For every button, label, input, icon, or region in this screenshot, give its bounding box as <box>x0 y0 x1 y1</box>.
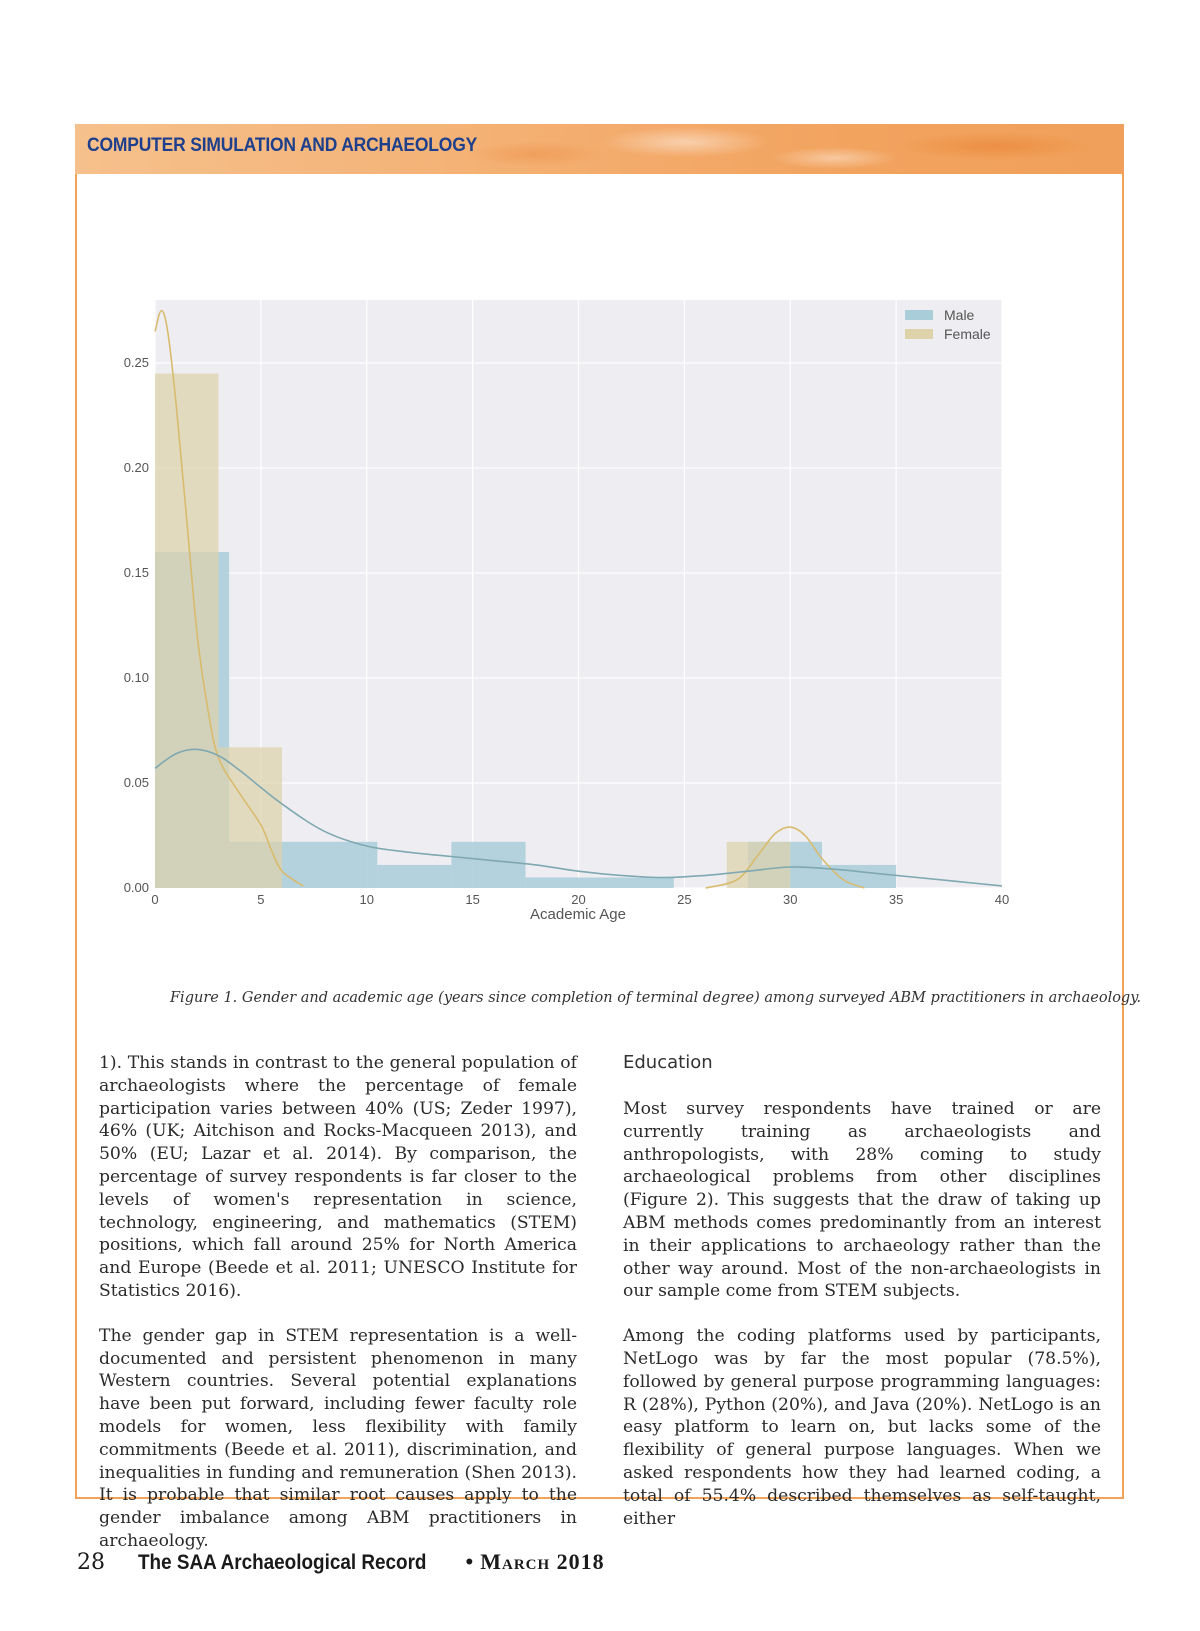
x-tick-label: 25 <box>677 892 692 907</box>
bar-male <box>377 865 451 888</box>
section-header-band <box>75 124 1124 174</box>
figure-caption: Figure 1. Gender and academic age (years since completion of terminal degree) among surveyed ABM practitioners in archaeology. <box>170 990 1142 1006</box>
x-axis-label: Academic Age <box>530 906 626 923</box>
x-tick-label: 20 <box>571 892 586 907</box>
x-tick-label: 10 <box>359 892 374 907</box>
legend-swatch-female <box>905 329 933 339</box>
paragraph: Most survey respondents have trained or are currently training as archaeologists and anthropologists, with 28% coming to study archaeological problems from other disciplines (Figure 2). This suggests that the draw of taking up ABM methods comes predominantly from an interest in their applications to archaeology rather than the other way around. Most of the non-archaeologists in our sample come from STEM subjects. <box>623 1099 1101 1302</box>
left-column <box>99 1052 577 1575</box>
legend-label-female: Female <box>944 326 991 342</box>
y-tick-label: 0.05 <box>123 775 149 790</box>
bar-male <box>451 842 525 888</box>
paragraph: Among the coding platforms used by participants, NetLogo was by far the most popular (78.5%), followed by general purpose programming languages: R (28%), Python (20%), and Java (20%). NetLogo is an easy platform to learn on, but lacks some of the flexibility of general purpose languages. When we asked respondents how they had learned coding, a total of 55.4% described themselves as self-taught, either <box>623 1326 1101 1529</box>
journal-title: The SAA Archaeological Record <box>138 1551 427 1574</box>
bar-male <box>526 878 674 889</box>
x-tick-label: 15 <box>465 892 480 907</box>
x-tick-label: 0 <box>151 892 159 907</box>
footer-bullet: • <box>465 1549 474 1574</box>
legend-label-male: Male <box>944 307 975 323</box>
x-tick-label: 35 <box>888 892 904 907</box>
section-heading-education: Education <box>623 1052 713 1073</box>
y-tick-label: 0.00 <box>123 880 149 895</box>
right-column <box>623 1052 1101 1552</box>
y-tick-label: 0.15 <box>123 565 149 580</box>
histogram-chart <box>110 300 1020 930</box>
legend-swatch-male <box>905 310 933 320</box>
bar-female <box>219 747 283 888</box>
y-tick-label: 0.10 <box>123 670 149 685</box>
page-number: 28 <box>77 1550 105 1575</box>
x-tick-label: 5 <box>257 892 265 907</box>
issue-date: March 2018 <box>480 1549 605 1574</box>
page-footer <box>77 1549 605 1575</box>
paragraph: 1). This stands in contrast to the general population of archaeologists where the percentage of female participation varies between 40% (US; Zeder 1997), 46% (UK; Aitchison and Rocks-Macqueen 2013), and 50% (EU; Lazar et al. 2014). By comparison, the percentage of survey respondents is far closer to the levels of women's representation in science, technology, engineering, and mathematics (STEM) positions, which fall around 25% for North America and Europe (Beede et al. 2011; UNESCO Institute for Statistics 2016). <box>99 1053 577 1301</box>
paragraph: The gender gap in STEM representation is a well-documented and persistent phenomenon in many Western countries. Several potential explanations have been put forward, including fewer faculty role models for women, less flexibility with family commitments (Beede et al. 2011), discrimination, and inequalities in funding and remuneration (Shen 2013). It is probable that similar root causes apply to the gender imbalance among ABM practitioners in archaeology. <box>99 1325 577 1551</box>
y-tick-label: 0.20 <box>123 460 149 475</box>
bar-female <box>155 374 219 889</box>
section-title: COMPUTER SIMULATION AND ARCHAEOLOGY <box>87 135 478 156</box>
x-tick-label: 30 <box>783 892 798 907</box>
y-tick-label: 0.25 <box>123 355 149 370</box>
x-tick-label: 40 <box>994 892 1010 907</box>
